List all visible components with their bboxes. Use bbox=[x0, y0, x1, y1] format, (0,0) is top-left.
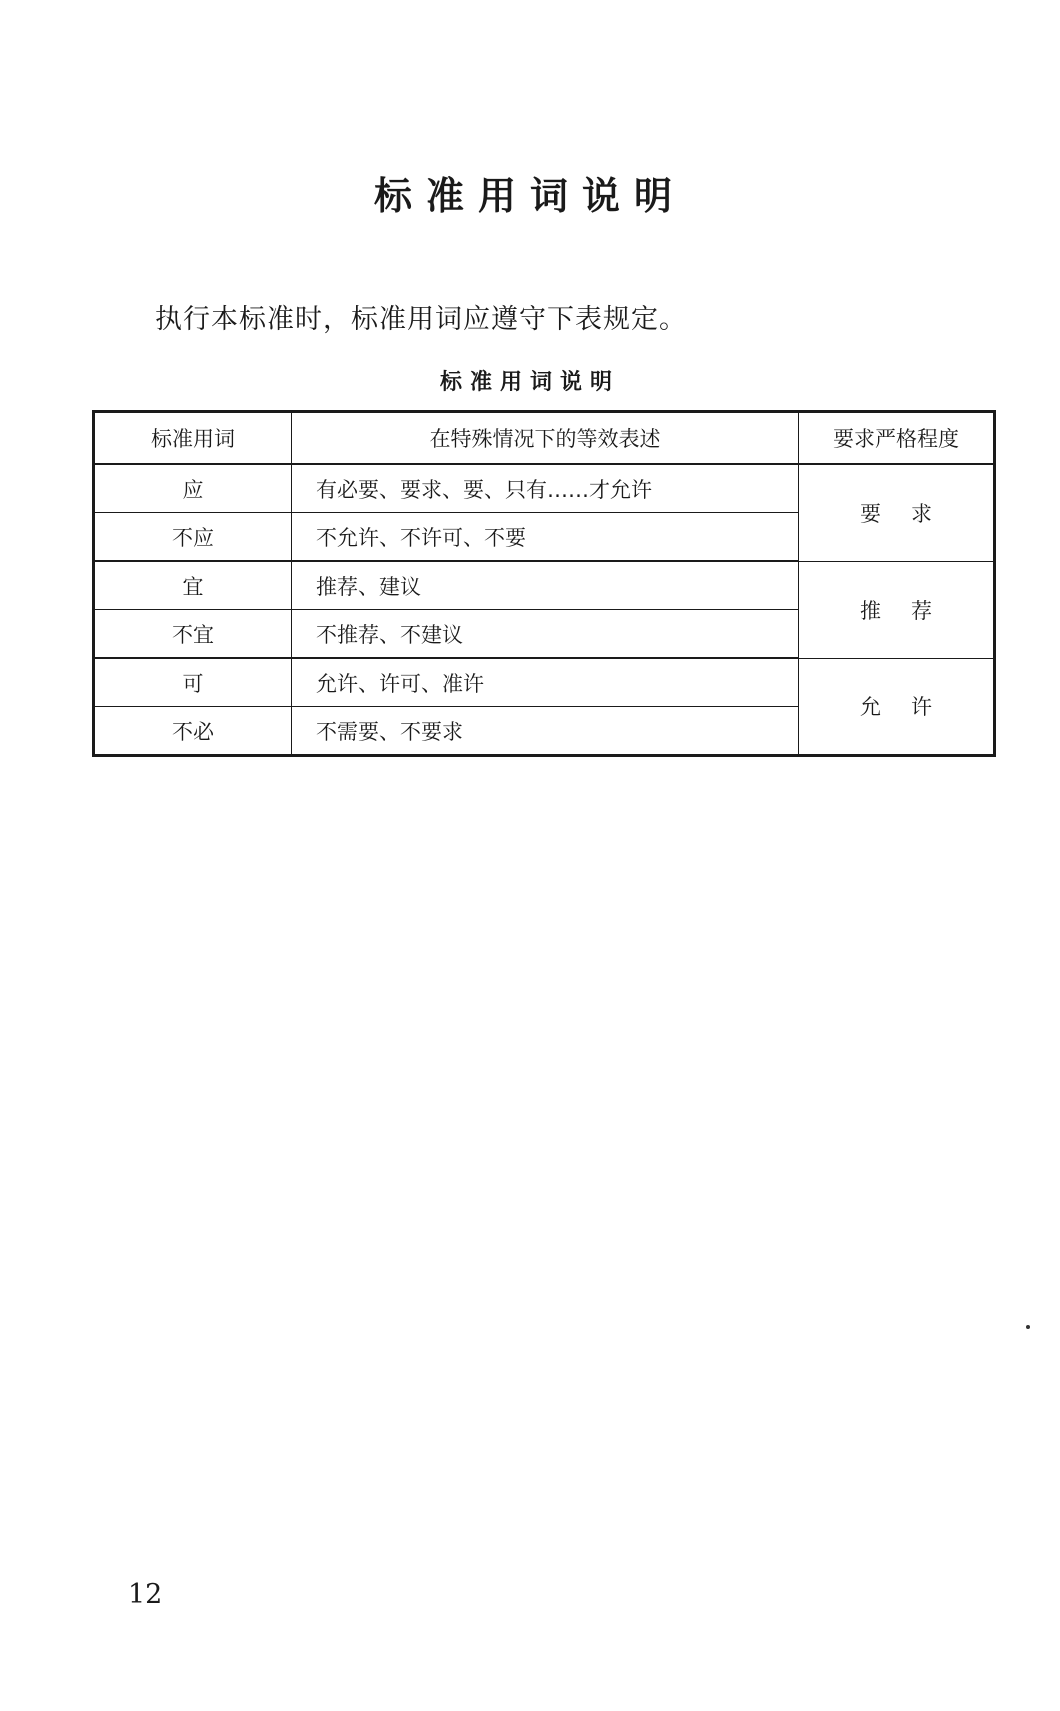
equivalent-cell: 不需要、不要求 bbox=[292, 707, 799, 756]
equivalent-cell: 不推荐、不建议 bbox=[292, 610, 799, 659]
table-row bbox=[94, 658, 995, 707]
level-cell: 要求 bbox=[799, 464, 995, 561]
header-equivalent: 在特殊情况下的等效表述 bbox=[292, 412, 799, 465]
level-cell: 允许 bbox=[799, 658, 995, 756]
table-caption: 标准用词说明 bbox=[439, 370, 620, 395]
table-row bbox=[94, 561, 995, 610]
equivalent-cell: 有必要、要求、要、只有……才允许 bbox=[292, 464, 799, 513]
term-cell: 不应 bbox=[94, 513, 292, 562]
header-term: 标准用词 bbox=[94, 412, 292, 465]
page-number: 12 bbox=[128, 1579, 163, 1610]
equivalent-cell: 允许、许可、准许 bbox=[292, 658, 799, 707]
term-cell: 应 bbox=[94, 464, 292, 513]
standard-terms-table bbox=[92, 410, 996, 757]
intro-paragraph: 执行本标准时，标准用词应遵守下表规定。 bbox=[155, 304, 687, 335]
table-header-row bbox=[94, 412, 995, 465]
term-cell: 不宜 bbox=[94, 610, 292, 659]
term-cell: 不必 bbox=[94, 707, 292, 756]
table-row bbox=[94, 464, 995, 513]
page-title: 标准用词说明 bbox=[373, 174, 686, 218]
term-cell: 可 bbox=[94, 658, 292, 707]
equivalent-cell: 推荐、建议 bbox=[292, 561, 799, 610]
header-level: 要求严格程度 bbox=[799, 412, 995, 465]
level-cell: 推荐 bbox=[799, 561, 995, 658]
term-cell: 宜 bbox=[94, 561, 292, 610]
equivalent-cell: 不允许、不许可、不要 bbox=[292, 513, 799, 562]
scan-speck bbox=[1026, 1325, 1030, 1329]
